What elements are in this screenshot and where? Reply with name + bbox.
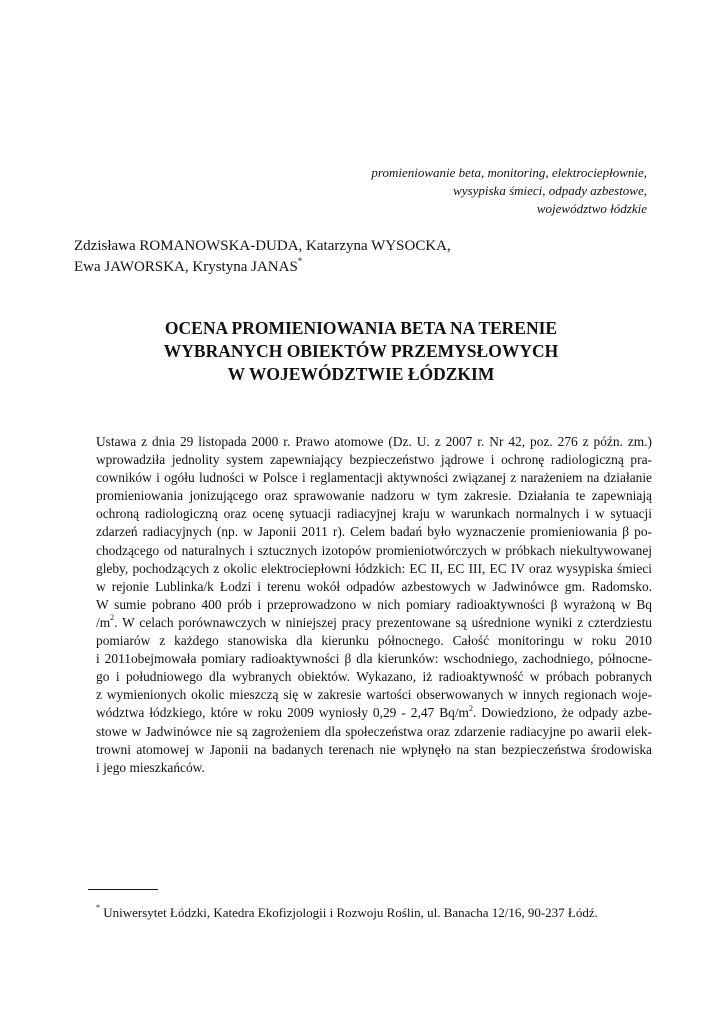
superscript: 2: [110, 613, 115, 623]
abstract-line: i 2011obejmowała pomiary radioaktywności β dla kierunków: wschodniego, zachodniego, północne-: [96, 651, 652, 667]
abstract-line: chodzącego od naturalnych i sztucznych izotopów promieniotwórczych w próbkach niekultywowanej: [96, 542, 652, 558]
abstract-line: cowników i ogółu ludności w Polsce i reglamentacji aktywności związanej z narażeniem na działanie: [96, 470, 652, 486]
abstract-line: ochroną radiologiczną oraz ocenę sytuacji radiacyjnej kraju w warunkach normalnych i w sytuacji: [96, 506, 652, 522]
abstract-line: W sumie pobrano 400 prób i przeprowadzono w nich pomiary radioaktywności β wyrażoną w Bq: [96, 596, 652, 612]
keyword-line: promieniowanie beta, monitoring, elektrociepłownie,: [371, 165, 647, 180]
abstract-line: promieniowania jonizującego oraz sprawowanie nadzoru w tym zakresie. Działania te zapewniają: [96, 488, 652, 504]
abstract-line: go i południowego dla wybranych obiektów. Wykazano, iż radioaktywność w próbach pobranych: [96, 669, 652, 685]
authors-line-2: [74, 257, 451, 278]
abstract-text: /m: [96, 614, 111, 630]
author-footnote-marker: *: [297, 256, 303, 266]
authors-line-1: Zdzisława ROMANOWSKA-DUDA, Katarzyna WYSOCKA,: [74, 238, 451, 254]
abstract-line: z wymienionych okolic mieszczą się w zakresie wartości obserwowanych w innych regionach woje-: [96, 687, 652, 703]
abstract-line: wprowadziła jednolity system zapewniający bezpieczeństwo jądrowe i ochronę radiologiczną pra-: [96, 452, 652, 468]
keyword-line: wysypiska śmieci, odpady azbestowe,: [453, 183, 647, 198]
authors-line-2-text: Ewa JAWORSKA, Krystyna JANAS: [74, 259, 298, 275]
abstract-text: wództwa łódzkiego, które w roku 2009 wyniosły 0,29 - 2,47 Bq/m: [96, 705, 469, 721]
title-line: OCENA PROMIENIOWANIA BETA NA TERENIE: [164, 318, 558, 338]
title-line: WYBRANYCH OBIEKTÓW PRZEMYSŁOWYCH: [163, 341, 559, 361]
abstract-line: Ustawa z dnia 29 listopada 2000 r. Prawo atomowe (Dz. U. z 2007 r. Nr 42, poz. 276 z późn. zm.): [96, 434, 652, 449]
abstract-line: stowe w Jadwinówce nie są zagrożeniem dla społeczeństwa oraz zdarzenie radiacyjne po awarii elek-: [96, 723, 652, 739]
footnote: [96, 904, 598, 921]
keyword-line: województwo łódzkie: [536, 201, 647, 216]
abstract-line: [96, 704, 652, 722]
footnote-divider: [88, 889, 158, 890]
superscript: 2: [468, 703, 473, 713]
abstract-line: gleby, pochodzących z okolic elektrociepłowni łódzkich: EC II, EC III, EC IV oraz wysypiska śmieci: [96, 560, 652, 576]
abstract-line: i jego mieszkańców.: [96, 759, 205, 775]
abstract: [96, 433, 652, 777]
footnote-marker: *: [96, 902, 100, 912]
abstract-line: trowni atomowej w Japonii na badanych terenach nie wpłynęło na stan bezpieczeństwa środowiska: [96, 741, 652, 757]
abstract-line: w rejonie Lublinka/k Łodzi i terenu wokół odpadów azbestowych w Jadwinówce gm. Radomsko.: [96, 578, 652, 594]
abstract-line: pomiarów z każdego stanowiska dla kierunku północnego. Całość monitoringu w roku 2010: [96, 633, 652, 649]
title-line: W WOJEWÓDZTWIE ŁÓDZKIM: [227, 364, 495, 384]
authors: [74, 236, 451, 278]
abstract-line: [96, 614, 652, 632]
abstract-text: . Dowiedziono, że odpady azbe-: [472, 705, 652, 721]
abstract-text: . W celach porównawczych w niniejszej pracy prezentowane są uśrednione wyniki z czterdziestu: [114, 614, 652, 630]
abstract-line: zdarzeń radiacyjnych (np. w Japonii 2011 r). Celem badań było wyznaczenie promieniowania β po-: [96, 524, 652, 540]
footnote-text: Uniwersytet Łódzki, Katedra Ekofizjologii i Rozwoju Roślin, ul. Banacha 12/16, 90-237 Łódź.: [100, 905, 598, 920]
keywords: [371, 164, 647, 218]
paper-title: [74, 317, 648, 386]
